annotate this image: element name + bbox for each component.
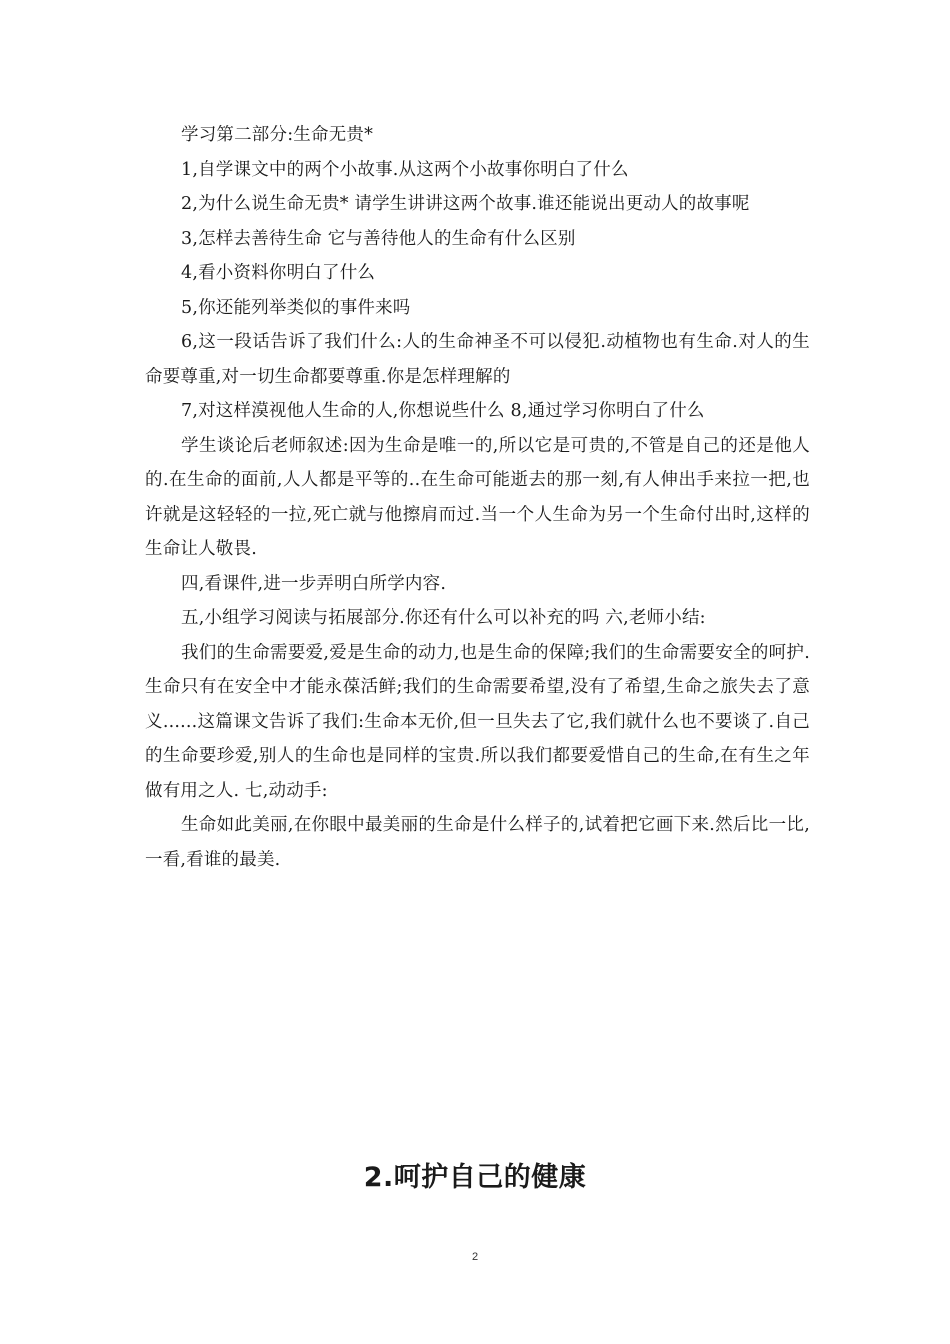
paragraph-summary: 我们的生命需要爱,爱是生命的动力,也是生命的保障;我们的生命需要安全的呵护.生命只有在安全中才能永葆活鲜;我们的生命需要希望,没有了希望,生命之旅失去了意义......这篇课文告诉了我们:生命本无价,但一旦失去了它,我们就什么也不要谈了.自己的生命要珍爱,别人的生命也是同样的宝贵.所以我们都要爱惜自己的生命,在有生之年做有用之人. 七,动动手:: [145, 642, 810, 801]
paragraph-item-6: 6,这一段话告诉了我们什么:人的生命神圣不可以侵犯.动植物也有生命.对人的生命要尊重,对一切生命都要尊重.你是怎样理解的: [145, 332, 810, 387]
paragraph-step-4: 四,看课件,进一步弄明白所学内容.: [181, 573, 447, 594]
paragraph-item-1: 1,自学课文中的两个小故事.从这两个小故事你明白了什么: [181, 159, 629, 180]
paragraph-item-5: 5,你还能列举类似的事件来吗: [181, 297, 411, 318]
section-title: 2.呵护自己的健康: [363, 1162, 587, 1193]
paragraph-step-5-6: 五,小组学习阅读与拓展部分.你还有什么可以补充的吗 六,老师小结:: [181, 608, 706, 628]
paragraph-teacher-narration: 学生谈论后老师叙述:因为生命是唯一的,所以它是可贵的,不管是自己的还是他人的.在生命的面前,人人都是平等的..在生命可能逝去的那一刻,有人伸出手来拉一把,也许就是这轻轻的一拉,死亡就与他擦肩而过.当一个人生命为另一个生命付出时,这样的生命让人敬畏.: [145, 435, 810, 559]
page-number: 2: [471, 1251, 479, 1263]
paragraph-item-7-8: 7,对这样漠视他人生命的人,你想说些什么 8,通过学习你明白了什么: [181, 401, 705, 421]
body-text: [145, 118, 810, 877]
paragraph-item-2: 2,为什么说生命无贵* 请学生讲讲这两个故事.谁还能说出更动人的故事呢: [181, 194, 750, 214]
paragraph-item-4: 4,看小资料你明白了什么: [181, 263, 376, 283]
paragraph-item-3: 3,怎样去善待生命 它与善待他人的生命有什么区别: [181, 228, 576, 249]
paragraph-heading-part-two: 学习第二部分:生命无贵*: [181, 125, 374, 145]
paragraph-hands-on: 生命如此美丽,在你眼中最美丽的生命是什么样子的,试着把它画下来.然后比一比,一看,看谁的最美.: [145, 815, 810, 870]
